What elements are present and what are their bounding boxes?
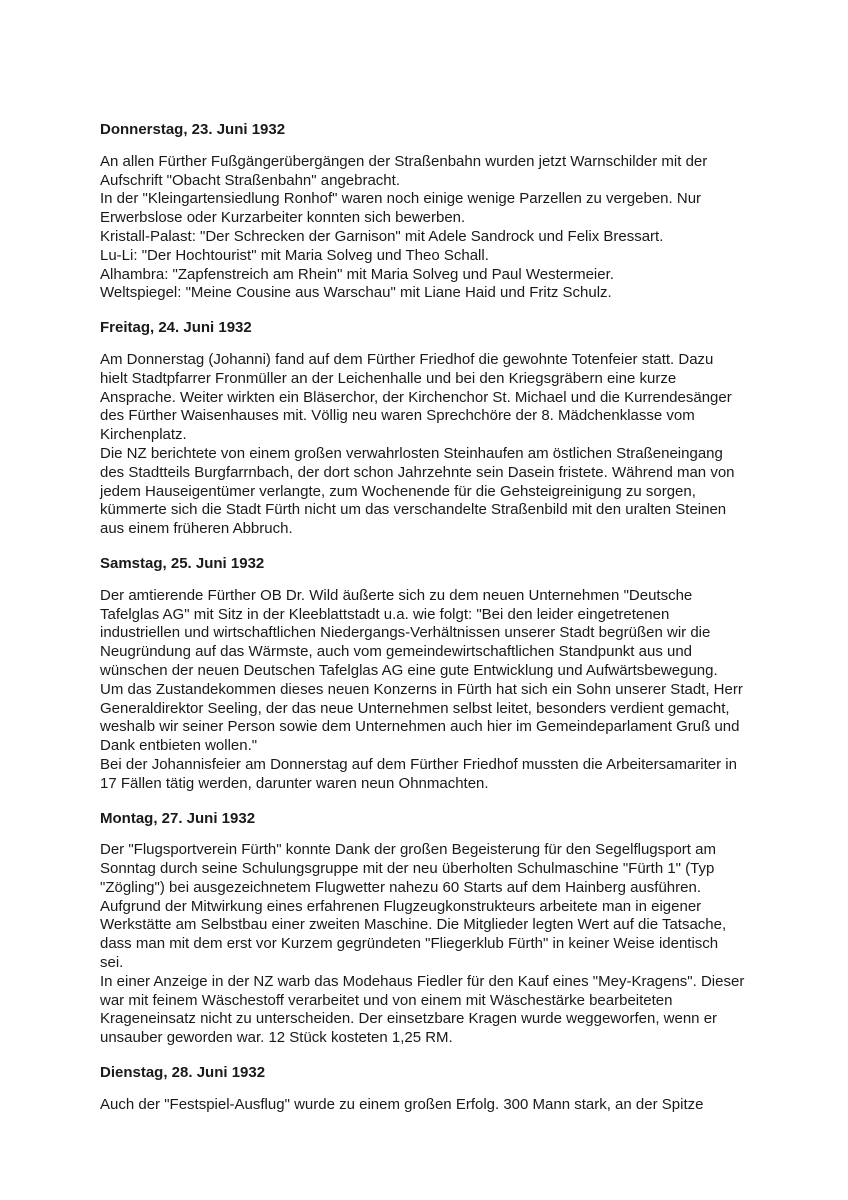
document-body (100, 121, 745, 1115)
section-heading: Samstag, 25. Juni 1932 (100, 554, 265, 572)
paragraph: Lu-Li: "Der Hochtourist" mit Maria Solveg und Theo Schall. (100, 246, 489, 264)
paragraph: Der "Flugsportverein Fürth" konnte Dank der großen Begeisterung für den Segelflugsport am Sonntag durch seine Schulungsgruppe mit der neu überholten Schulmaschine "Fürth 1" (Typ "Zögling") bei ausgezeichnetem Flugwetter nahezu 60 Starts auf dem Hainberg ausführen. Aufgrund der Mitwirkung eines erfahrenen Flugzeugkonstrukteurs arbeitete man in eigener Werkstätte am Selbstbau einer zweiten Maschine. Die Mitglieder legten Wert auf die Tatsache, dass man mit dem erst vor Kurzem gegründeten "Fliegerklub Fürth" in keiner Weise identisch sei. (100, 841, 727, 972)
paragraph: Alhambra: "Zapfenstreich am Rhein" mit Maria Solveg und Paul Westermeier. (100, 265, 614, 283)
paragraph: Am Donnerstag (Johanni) fand auf dem Fürther Friedhof die gewohnte Totenfeier statt. Dazu hielt Stadtpfarrer Fronmüller an der Leichenhalle und bei den Kriegsgräbern eine kurze Ansprache. Weiter wirkten ein Bläserchor, der Kirchenchor St. Michael und die Kurrendesänger des Fürther Waisenhauses mit. Völlig neu waren Sprechchöre der 8. Mädchenklasse vom Kirchenplatz. (100, 350, 732, 444)
section-heading: Dienstag, 28. Juni 1932 (100, 1064, 266, 1082)
section-heading: Montag, 27. Juni 1932 (100, 809, 256, 827)
paragraph: Der amtierende Fürther OB Dr. Wild äußerte sich zu dem neuen Unternehmen "Deutsche Tafelglas AG" mit Sitz in der Kleeblattstadt u.a. wie folgt: "Bei den leider eingetretenen industriellen und wirtschaftlichen Niedergangs-Verhältnissen unserer Stadt begrüßen wir die Neugründung auf das Wärmste, auch vom gemeindewirtschaftlichen Standpunkt aus und wünschen der neuen Deutschen Tafelglas AG eine gute Entwicklung und Aufwärtsbewegung. Um das Zustandekommen dieses neuen Konzerns in Fürth hat sich ein Sohn unserer Stadt, Herr Generaldirektor Seeling, der das neue Unternehmen selbst leitet, besonders verdient gemacht, weshalb wir seiner Person sowie dem Unternehmen auch hier im Gemeindeparlament Gruß und Dank entbieten wollen." (100, 586, 743, 755)
paragraph: Die NZ berichtete von einem großen verwahrlosten Steinhaufen am östlichen Straßeneingang des Stadtteils Burgfarrnbach, der dort schon Jahrzehnte sein Dasein fristete. Während man von jedem Hauseigentümer verlangte, zum Wochenende für die Gehsteigreinigung zu sorgen, kümmerte sich die Stadt Fürth nicht um das verschandelte Straßenbild mit den uralten Steinen aus einem früheren Abbruch. (100, 444, 735, 538)
section-heading: Freitag, 24. Juni 1932 (100, 319, 252, 337)
paragraph: Weltspiegel: "Meine Cousine aus Warschau" mit Liane Haid und Fritz Schulz. (100, 284, 612, 302)
section (100, 810, 745, 1049)
paragraph: In der "Kleingartensiedlung Ronhof" waren noch einige wenige Parzellen zu vergeben. Nur Erwerbslose oder Kurzarbeiter konnten sich bewerben. (100, 190, 702, 227)
paragraph: Auch der "Festspiel-Ausflug" wurde zu einem großen Erfolg. 300 Mann stark, an der Spitze (100, 1095, 704, 1113)
paragraph: An allen Fürther Fußgängerübergängen der Straßenbahn wurden jetzt Warnschilder mit der Aufschrift "Obacht Straßenbahn" angebracht. (100, 152, 708, 189)
section (100, 1064, 745, 1115)
paragraph: In einer Anzeige in der NZ warb das Modehaus Fiedler für den Kauf eines "Mey-Kragens". Dieser war mit feinem Wäschestoff verarbeitet und von einem mit Wäschestärke bearbeiteten Krageneinsatz nicht zu unterscheiden. Der einsetzbare Kragen wurde weggeworfen, wenn er unsauber geworden war. 12 Stück kosteten 1,25 RM. (100, 972, 745, 1047)
section (100, 319, 745, 539)
paragraph: Bei der Johannisfeier am Donnerstag auf dem Fürther Friedhof mussten die Arbeitersamariter in 17 Fällen tätig werden, darunter waren neun Ohnmachten. (100, 755, 737, 792)
section-heading: Donnerstag, 23. Juni 1932 (100, 121, 286, 138)
section (100, 555, 745, 794)
paragraph: Kristall-Palast: "Der Schrecken der Garnison" mit Adele Sandrock und Felix Bressart. (100, 227, 664, 245)
section (100, 121, 745, 303)
